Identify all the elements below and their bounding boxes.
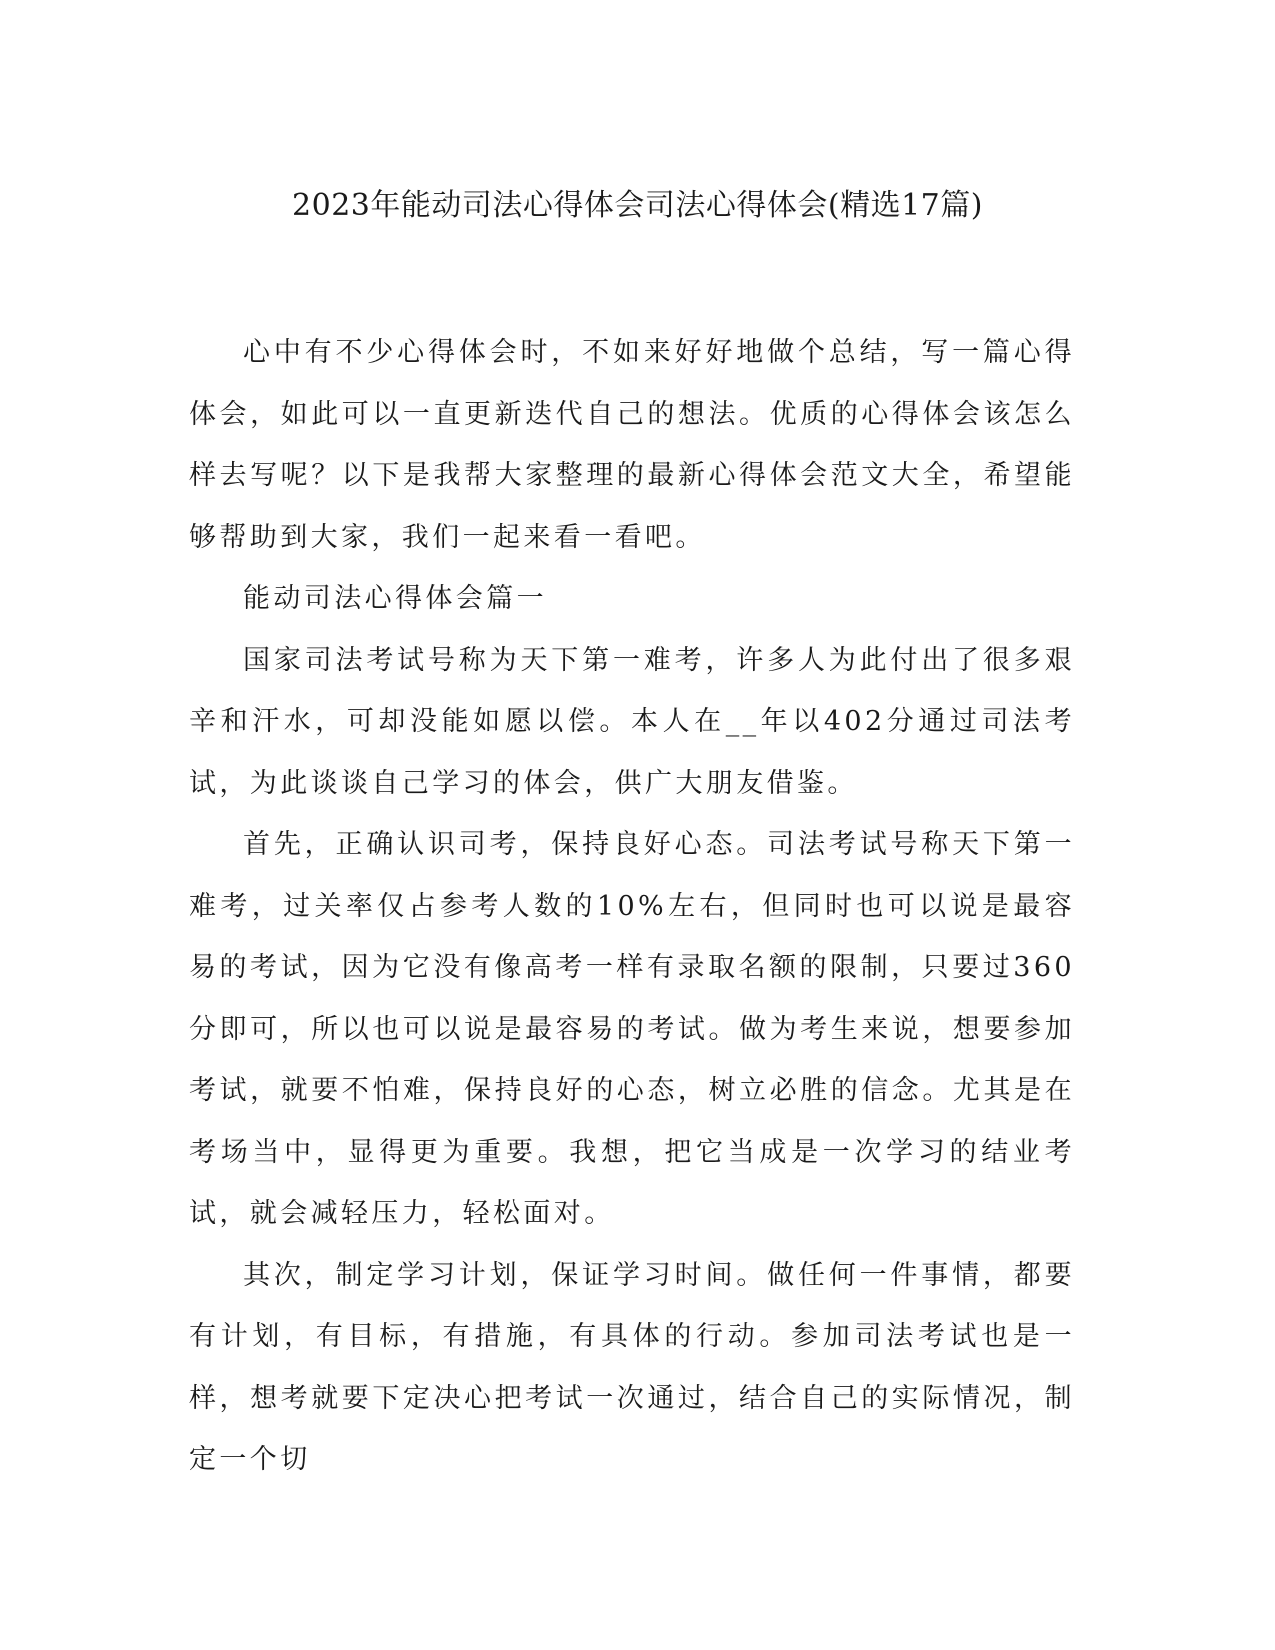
paragraph-3: 其次，制定学习计划，保证学习时间。做任何一件事情，都要有计划，有目标，有措施，有具体的行动。参加司法考试也是一样，想考就要下定决心把考试一次通过，结合自己的实际情况，制定一个切 — [189, 1259, 1075, 1475]
paragraph-2: 首先，正确认识司考，保持良好心态。司法考试号称天下第一难考，过关率仅占参考人数的10%左右，但同时也可以说是最容易的考试，因为它没有像高考一样有录取名额的限制，只要过360分即可，所以也可以说是最容易的考试。做为考生来说，想要参加考试，就要不怕难，保持良好的心态，树立必胜的信念。尤其是在考场当中，显得更为重要。我想，把它当成是一次学习的结业考试，就会减轻压力，轻松面对。 — [189, 829, 1075, 1229]
section-heading: 能动司法心得体会篇一 — [243, 583, 547, 614]
paragraph-intro: 心中有不少心得体会时，不如来好好地做个总结，写一篇心得体会，如此可以一直更新迭代自己的想法。优质的心得体会该怎么样去写呢？以下是我帮大家整理的最新心得体会范文大全，希望能够帮助到大家，我们一起来看一看吧。 — [189, 337, 1075, 553]
document-body — [189, 322, 1075, 1491]
document-title: 2023年能动司法心得体会司法心得体会(精选17篇) — [292, 188, 983, 223]
paragraph-1: 国家司法考试号称为天下第一难考，许多人为此付出了很多艰辛和汗水，可却没能如愿以偿。本人在__年以402分通过司法考试，为此谈谈自己学习的体会，供广大朋友借鉴。 — [189, 644, 1075, 799]
